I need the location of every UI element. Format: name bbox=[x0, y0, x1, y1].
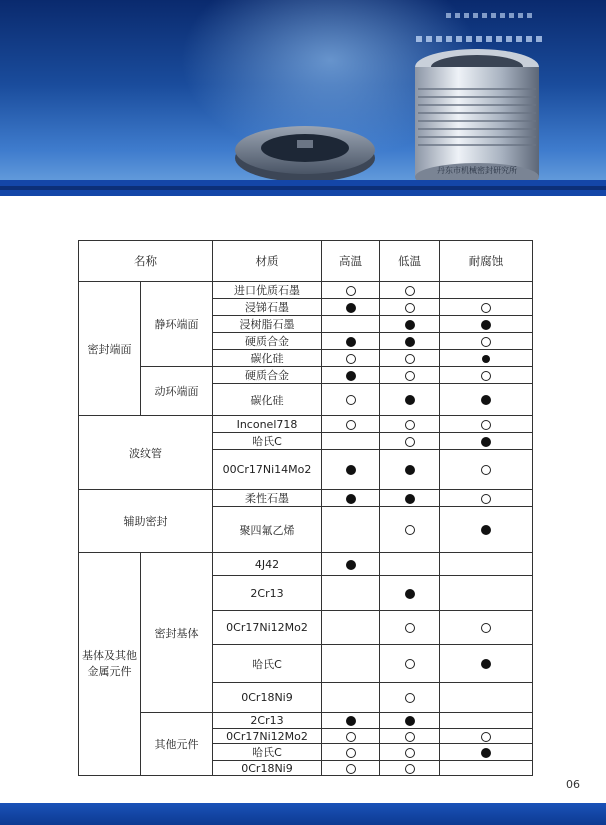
open-circle-icon bbox=[346, 764, 356, 774]
high-rating-cell bbox=[322, 611, 380, 645]
header-name: 名称 bbox=[79, 241, 213, 282]
corrosion-rating-cell bbox=[440, 350, 533, 367]
low-rating-cell bbox=[380, 744, 440, 761]
page-number: 06 bbox=[566, 778, 580, 791]
header-material: 材质 bbox=[213, 241, 322, 282]
material-cell: 硬质合金 bbox=[213, 333, 322, 350]
corrosion-rating-cell bbox=[440, 299, 533, 316]
group-seal-face: 密封端面 bbox=[79, 282, 141, 416]
low-rating-cell bbox=[380, 713, 440, 729]
high-rating-cell bbox=[322, 683, 380, 713]
filled-circle-icon bbox=[405, 320, 415, 330]
material-cell: 哈氏C bbox=[213, 433, 322, 450]
table-header-row bbox=[79, 241, 533, 282]
engraving-text: 丹东市机械密封研究所 bbox=[437, 166, 517, 175]
low-rating-cell bbox=[380, 761, 440, 776]
header-corrosion: 耐腐蚀 bbox=[440, 241, 533, 282]
corrosion-rating-cell bbox=[440, 645, 533, 683]
banner-stripe-dark bbox=[0, 186, 606, 190]
banner-dash-pattern bbox=[446, 13, 536, 18]
material-cell: 2Cr13 bbox=[213, 713, 322, 729]
high-rating-cell bbox=[322, 282, 380, 299]
material-cell: 0Cr17Ni12Mo2 bbox=[213, 611, 322, 645]
open-circle-icon bbox=[346, 732, 356, 742]
corrosion-rating-cell bbox=[440, 507, 533, 553]
filled-circle-icon bbox=[481, 437, 491, 447]
corrosion-rating-cell bbox=[440, 490, 533, 507]
material-cell: 0Cr18Ni9 bbox=[213, 683, 322, 713]
filled-circle-icon bbox=[346, 337, 356, 347]
material-cell: 碳化硅 bbox=[213, 350, 322, 367]
open-circle-icon bbox=[405, 659, 415, 669]
material-cell: 浸锑石墨 bbox=[213, 299, 322, 316]
filled-circle-icon bbox=[346, 560, 356, 570]
high-rating-cell bbox=[322, 450, 380, 490]
open-circle-icon bbox=[481, 420, 491, 430]
low-rating-cell bbox=[380, 384, 440, 416]
filled-circle-icon bbox=[405, 465, 415, 475]
low-rating-cell bbox=[380, 683, 440, 713]
high-rating-cell bbox=[322, 576, 380, 611]
corrosion-rating-cell bbox=[440, 316, 533, 333]
low-rating-cell bbox=[380, 507, 440, 553]
group-auxiliary-seal: 辅助密封 bbox=[79, 490, 213, 553]
table-row bbox=[79, 367, 533, 384]
subgroup-other-parts: 其他元件 bbox=[141, 713, 213, 776]
filled-circle-icon bbox=[346, 716, 356, 726]
open-circle-icon bbox=[481, 303, 491, 313]
high-rating-cell bbox=[322, 729, 380, 744]
material-cell: 碳化硅 bbox=[213, 384, 322, 416]
open-circle-icon bbox=[346, 395, 356, 405]
material-cell: 哈氏C bbox=[213, 744, 322, 761]
table-row bbox=[79, 282, 533, 299]
material-cell: 0Cr17Ni12Mo2 bbox=[213, 729, 322, 744]
high-rating-cell bbox=[322, 645, 380, 683]
header-banner bbox=[0, 0, 606, 188]
material-cell: 浸树脂石墨 bbox=[213, 316, 322, 333]
open-circle-icon bbox=[405, 525, 415, 535]
high-rating-cell bbox=[322, 316, 380, 333]
material-cell: 聚四氟乙烯 bbox=[213, 507, 322, 553]
corrosion-rating-cell bbox=[440, 367, 533, 384]
high-rating-cell bbox=[322, 713, 380, 729]
high-rating-cell bbox=[322, 350, 380, 367]
material-cell: 0Cr18Ni9 bbox=[213, 761, 322, 776]
high-rating-cell bbox=[322, 299, 380, 316]
open-circle-icon bbox=[405, 437, 415, 447]
high-rating-cell bbox=[322, 761, 380, 776]
high-rating-cell bbox=[322, 490, 380, 507]
table-row bbox=[79, 490, 533, 507]
material-cell: 柔性石墨 bbox=[213, 490, 322, 507]
low-rating-cell bbox=[380, 350, 440, 367]
open-circle-icon bbox=[481, 732, 491, 742]
corrosion-rating-cell bbox=[440, 416, 533, 433]
corrosion-rating-cell bbox=[440, 761, 533, 776]
low-rating-cell bbox=[380, 490, 440, 507]
open-circle-icon bbox=[405, 354, 415, 364]
corrosion-rating-cell bbox=[440, 433, 533, 450]
high-rating-cell bbox=[322, 507, 380, 553]
high-rating-cell bbox=[322, 333, 380, 350]
low-rating-cell bbox=[380, 282, 440, 299]
filled-circle-icon bbox=[346, 465, 356, 475]
open-circle-icon bbox=[405, 286, 415, 296]
open-circle-icon bbox=[405, 303, 415, 313]
group-base-metal: 基体及其他 金属元件 bbox=[79, 553, 141, 776]
group-bellows: 波纹管 bbox=[79, 416, 213, 490]
open-circle-icon bbox=[346, 420, 356, 430]
corrosion-rating-cell bbox=[440, 611, 533, 645]
filled-circle-icon bbox=[481, 320, 491, 330]
open-circle-icon bbox=[405, 732, 415, 742]
table-row bbox=[79, 713, 533, 729]
open-circle-icon bbox=[346, 748, 356, 758]
low-rating-cell bbox=[380, 333, 440, 350]
seal-ring-image bbox=[233, 120, 378, 184]
corrosion-rating-cell bbox=[440, 333, 533, 350]
header-low-temp: 低温 bbox=[380, 241, 440, 282]
table-row bbox=[79, 416, 533, 433]
low-rating-cell bbox=[380, 576, 440, 611]
high-rating-cell bbox=[322, 384, 380, 416]
filled-circle-icon bbox=[405, 494, 415, 504]
filled-circle-icon bbox=[481, 525, 491, 535]
subgroup-seal-base: 密封基体 bbox=[141, 553, 213, 713]
banner-dash-pattern bbox=[416, 36, 546, 42]
corrosion-rating-cell bbox=[440, 576, 533, 611]
high-rating-cell bbox=[322, 416, 380, 433]
open-circle-icon bbox=[481, 371, 491, 381]
open-circle-icon bbox=[481, 337, 491, 347]
low-rating-cell bbox=[380, 299, 440, 316]
low-rating-cell bbox=[380, 611, 440, 645]
material-cell: 2Cr13 bbox=[213, 576, 322, 611]
open-circle-icon bbox=[481, 494, 491, 504]
high-rating-cell bbox=[322, 553, 380, 576]
footer-bar bbox=[0, 803, 606, 825]
filled-circle-icon bbox=[346, 494, 356, 504]
corrosion-rating-cell bbox=[440, 450, 533, 490]
filled-circle-icon bbox=[481, 659, 491, 669]
low-rating-cell bbox=[380, 416, 440, 433]
open-circle-icon bbox=[405, 371, 415, 381]
high-rating-cell bbox=[322, 367, 380, 384]
low-rating-cell bbox=[380, 367, 440, 384]
header-high-temp: 高温 bbox=[322, 241, 380, 282]
filled-circle-icon bbox=[346, 371, 356, 381]
high-rating-cell bbox=[322, 433, 380, 450]
filled-circle-icon bbox=[405, 589, 415, 599]
material-cell: 进口优质石墨 bbox=[213, 282, 322, 299]
corrosion-rating-cell bbox=[440, 553, 533, 576]
subgroup-rotating-ring: 动环端面 bbox=[141, 367, 213, 416]
material-cell: Inconel718 bbox=[213, 416, 322, 433]
filled-circle-icon bbox=[346, 303, 356, 313]
filled-circle-icon bbox=[405, 716, 415, 726]
filled-circle-icon bbox=[481, 395, 491, 405]
material-cell: 00Cr17Ni14Mo2 bbox=[213, 450, 322, 490]
material-spec-table bbox=[78, 240, 533, 776]
low-rating-cell bbox=[380, 316, 440, 333]
open-circle-icon bbox=[405, 420, 415, 430]
corrosion-rating-cell bbox=[440, 729, 533, 744]
open-circle-icon bbox=[346, 286, 356, 296]
corrosion-rating-cell bbox=[440, 384, 533, 416]
low-rating-cell bbox=[380, 729, 440, 744]
open-circle-icon bbox=[481, 623, 491, 633]
filled-circle-icon bbox=[482, 355, 490, 363]
open-circle-icon bbox=[405, 693, 415, 703]
corrosion-rating-cell bbox=[440, 683, 533, 713]
low-rating-cell bbox=[380, 645, 440, 683]
high-rating-cell bbox=[322, 744, 380, 761]
corrosion-rating-cell bbox=[440, 744, 533, 761]
open-circle-icon bbox=[405, 623, 415, 633]
subgroup-static-ring: 静环端面 bbox=[141, 282, 213, 367]
open-circle-icon bbox=[346, 354, 356, 364]
filled-circle-icon bbox=[405, 395, 415, 405]
bellows-seal-image bbox=[410, 45, 545, 188]
corrosion-rating-cell bbox=[440, 282, 533, 299]
low-rating-cell bbox=[380, 450, 440, 490]
open-circle-icon bbox=[405, 748, 415, 758]
table-row bbox=[79, 553, 533, 576]
corrosion-rating-cell bbox=[440, 713, 533, 729]
open-circle-icon bbox=[405, 764, 415, 774]
open-circle-icon bbox=[481, 465, 491, 475]
low-rating-cell bbox=[380, 433, 440, 450]
filled-circle-icon bbox=[405, 337, 415, 347]
filled-circle-icon bbox=[481, 748, 491, 758]
material-cell: 4J42 bbox=[213, 553, 322, 576]
material-cell: 硬质合金 bbox=[213, 367, 322, 384]
material-cell: 哈氏C bbox=[213, 645, 322, 683]
low-rating-cell bbox=[380, 553, 440, 576]
